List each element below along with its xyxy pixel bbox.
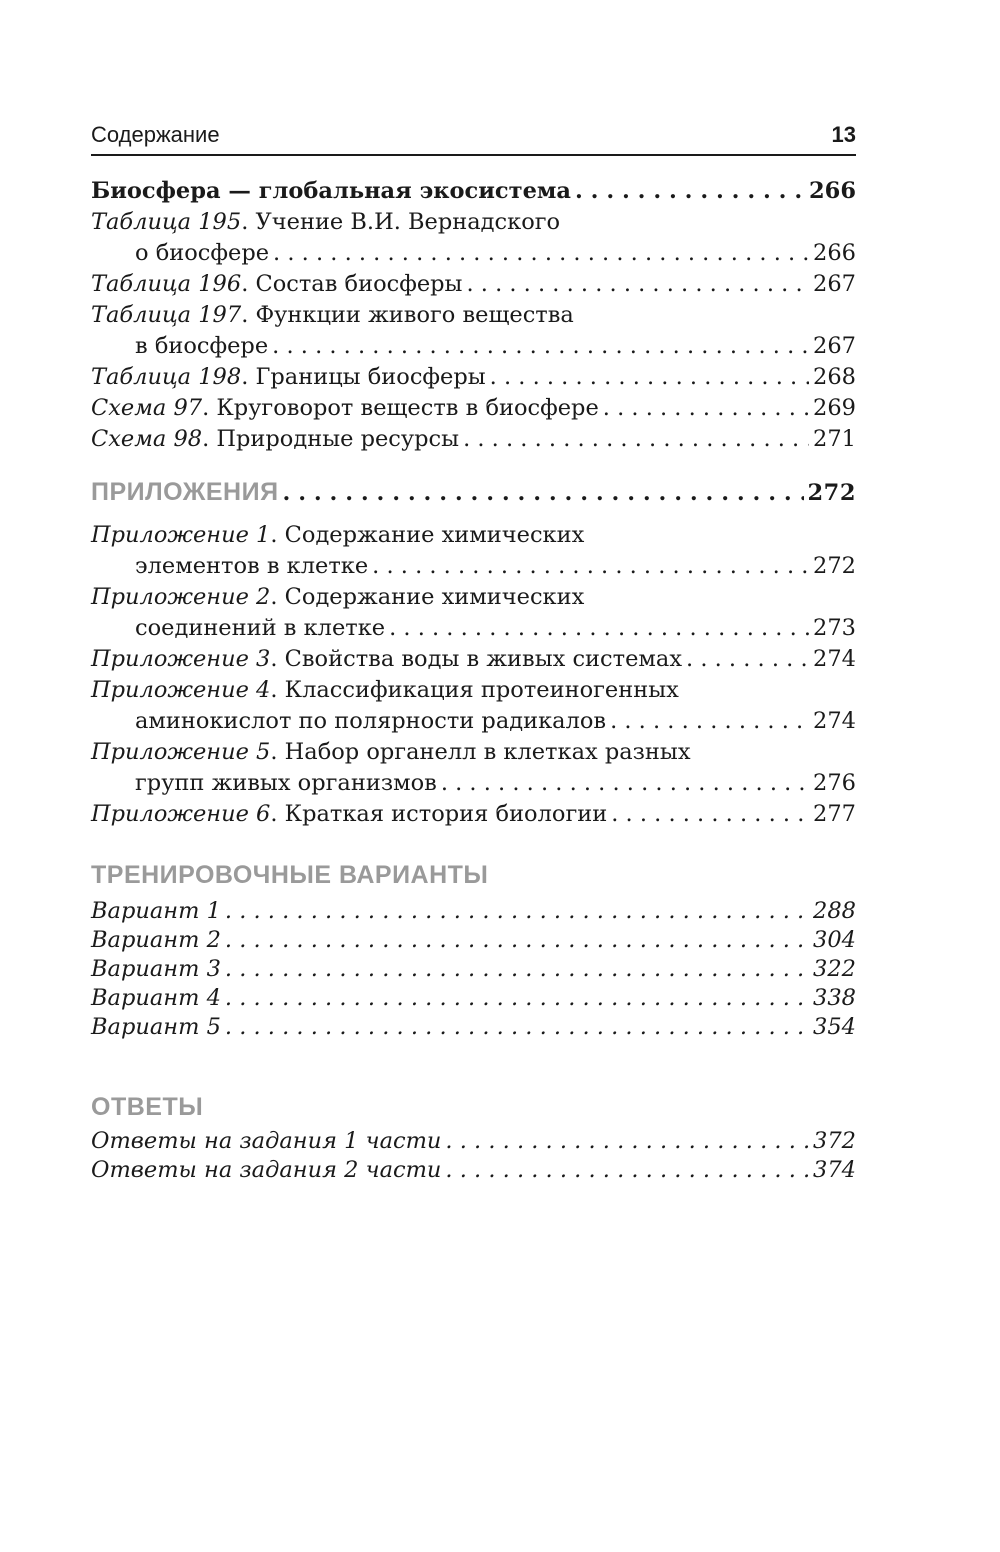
section-heading: ПРИЛОЖЕНИЯ: [91, 478, 279, 506]
toc-entry-appendix-2-cont[interactable]: [91, 613, 856, 644]
toc-entry-page: 268: [813, 364, 856, 390]
toc-entry-label: Биосфера — глобальная экосистема: [91, 178, 572, 204]
toc-entry-page: 288: [813, 898, 856, 924]
toc-entry-appendix-4-cont[interactable]: [91, 706, 856, 737]
toc-entry-appendix-2[interactable]: [91, 582, 856, 613]
leader-dots: [611, 799, 809, 830]
toc-entry-title: . Границы биосферы: [241, 364, 486, 390]
toc-entry-label: Вариант 1: [91, 898, 221, 924]
toc-entry-title: о биосфере: [135, 240, 270, 266]
toc-entry-appendix-3[interactable]: [91, 644, 856, 675]
toc-entry-table-195[interactable]: [91, 207, 856, 238]
toc-entry-label: Вариант 5: [91, 1014, 221, 1040]
toc-entry-table-196[interactable]: [91, 269, 856, 300]
leader-dots: [225, 1013, 809, 1042]
toc-entry-page: 271: [813, 426, 856, 452]
toc-entry-prefix: Таблица 196: [91, 271, 242, 297]
leader-dots: [389, 613, 809, 644]
toc-entry-title: в биосфере: [135, 333, 269, 359]
toc-entry-appendix-1[interactable]: [91, 520, 856, 551]
toc-entry-title: . Круговорот веществ в биосфере: [202, 395, 599, 421]
toc-entry-title: . Учение В.И. Вернадского: [241, 209, 561, 235]
toc-entry-answers-part-2[interactable]: [91, 1156, 856, 1185]
toc-entry-title: . Содержание химических: [270, 522, 585, 548]
toc-entry-page: 276: [813, 770, 856, 796]
toc-entry-prefix: Приложение 4: [91, 677, 271, 703]
toc-entry-scheme-98[interactable]: [91, 424, 856, 455]
leader-dots: [225, 955, 809, 984]
leader-dots: [273, 238, 809, 269]
toc-entry-page: 266: [813, 240, 856, 266]
toc-entry-page: 273: [813, 615, 856, 641]
toc-entry-variant-2[interactable]: [91, 926, 856, 955]
toc-entry-answers-part-1[interactable]: [91, 1127, 856, 1156]
leader-dots: [372, 551, 809, 582]
toc-entry-table-195-cont[interactable]: [91, 238, 856, 269]
toc-entry-prefix: Таблица 198: [91, 364, 242, 390]
toc-entry-prefix: Приложение 2: [91, 584, 271, 610]
leader-dots: [441, 768, 809, 799]
leader-dots: [225, 926, 809, 955]
toc-entry-label: Вариант 4: [91, 985, 221, 1011]
leader-dots: [466, 269, 809, 300]
toc-entry-title: . Классификация протеиногенных: [270, 677, 679, 703]
toc-entry-prefix: Приложение 5: [91, 739, 271, 765]
toc-entry-page: 322: [813, 956, 856, 982]
leader-dots: [445, 1156, 809, 1185]
toc-entry-page: 372: [813, 1128, 856, 1154]
toc-entry-table-197[interactable]: [91, 300, 856, 331]
toc-entry-prefix: Приложение 1: [91, 522, 271, 548]
toc-entry-title: . Функции живого вещества: [241, 302, 574, 328]
toc-entry-page: 272: [807, 480, 856, 506]
toc-entry-prefix: Приложение 3: [91, 646, 271, 672]
header-title: Содержание: [91, 122, 220, 147]
toc-entry-title: . Состав биосферы: [241, 271, 463, 297]
toc-entry-page: 267: [813, 271, 856, 297]
section-heading-answers: ОТВЕТЫ: [91, 1093, 204, 1121]
leader-dots: [603, 393, 809, 424]
toc-entry-variant-4[interactable]: [91, 984, 856, 1013]
toc-entry-appendix-5-cont[interactable]: [91, 768, 856, 799]
toc-entry-page: 338: [813, 985, 856, 1011]
leader-dots: [445, 1127, 809, 1156]
leader-dots: [490, 362, 809, 393]
toc-entry-prefix: Таблица 195: [91, 209, 242, 235]
toc-entry-title: соединений в клетке: [135, 615, 386, 641]
toc-entry-title: . Содержание химических: [270, 584, 585, 610]
toc-entry-page: 354: [813, 1014, 856, 1040]
toc-entry-table-197-cont[interactable]: [91, 331, 856, 362]
toc-entry-title: . Набор органелл в клетках разных: [270, 739, 691, 765]
toc-entry-label: Ответы на задания 2 части: [91, 1157, 442, 1183]
toc-entry-page: 277: [813, 801, 856, 827]
toc-entry-prefix: Таблица 197: [91, 302, 242, 328]
toc-entry-prefix: Схема 97: [91, 395, 203, 421]
leader-dots: [686, 644, 809, 675]
toc-entry-variant-3[interactable]: [91, 955, 856, 984]
toc-entry-appendix-4[interactable]: [91, 675, 856, 706]
toc-entry-page: 267: [813, 333, 856, 359]
toc-entry-prefix: Схема 98: [91, 426, 203, 452]
toc-entry-appendix-5[interactable]: [91, 737, 856, 768]
toc-entry-page: 272: [813, 553, 856, 579]
leader-dots: [225, 897, 809, 926]
leader-dots: [610, 706, 809, 737]
toc-entry-title: . Свойства воды в живых системах: [270, 646, 683, 672]
header-page-number: 13: [831, 122, 856, 147]
leader-dots: [225, 984, 809, 1013]
toc-entry-variant-5[interactable]: [91, 1013, 856, 1042]
toc-entry-prefix: Приложение 6: [91, 801, 271, 827]
leader-dots: [575, 176, 805, 207]
toc-entry-appendix-1-cont[interactable]: [91, 551, 856, 582]
section-heading-training: ТРЕНИРОВОЧНЫЕ ВАРИАНТЫ: [91, 861, 489, 889]
leader-dots: [463, 424, 809, 455]
toc-entry-title: . Природные ресурсы: [202, 426, 460, 452]
table-of-contents: [91, 176, 856, 1185]
toc-entry-appendices[interactable]: [91, 477, 856, 508]
toc-entry-appendix-6[interactable]: [91, 799, 856, 830]
toc-entry-variant-1[interactable]: [91, 897, 856, 926]
toc-entry-title: . Краткая история биологии: [270, 801, 608, 827]
running-header: [91, 118, 856, 156]
toc-entry-page: 269: [813, 395, 856, 421]
toc-entry-label: Вариант 3: [91, 956, 221, 982]
toc-entry-title: аминокислот по полярности радикалов: [135, 708, 607, 734]
leader-dots: [272, 331, 809, 362]
toc-entry-table-198[interactable]: [91, 362, 856, 393]
toc-entry-page: 274: [813, 708, 856, 734]
leader-dots: [283, 478, 804, 509]
toc-entry-page: 374: [813, 1157, 856, 1183]
toc-entry-label: Вариант 2: [91, 927, 221, 953]
toc-entry-biosphere[interactable]: [91, 176, 856, 207]
toc-entry-scheme-97[interactable]: [91, 393, 856, 424]
toc-entry-title: групп живых организмов: [135, 770, 437, 796]
toc-entry-page: 266: [809, 178, 856, 204]
toc-entry-page: 274: [813, 646, 856, 672]
toc-entry-title: элементов в клетке: [135, 553, 369, 579]
toc-entry-page: 304: [813, 927, 856, 953]
toc-entry-label: Ответы на задания 1 части: [91, 1128, 442, 1154]
